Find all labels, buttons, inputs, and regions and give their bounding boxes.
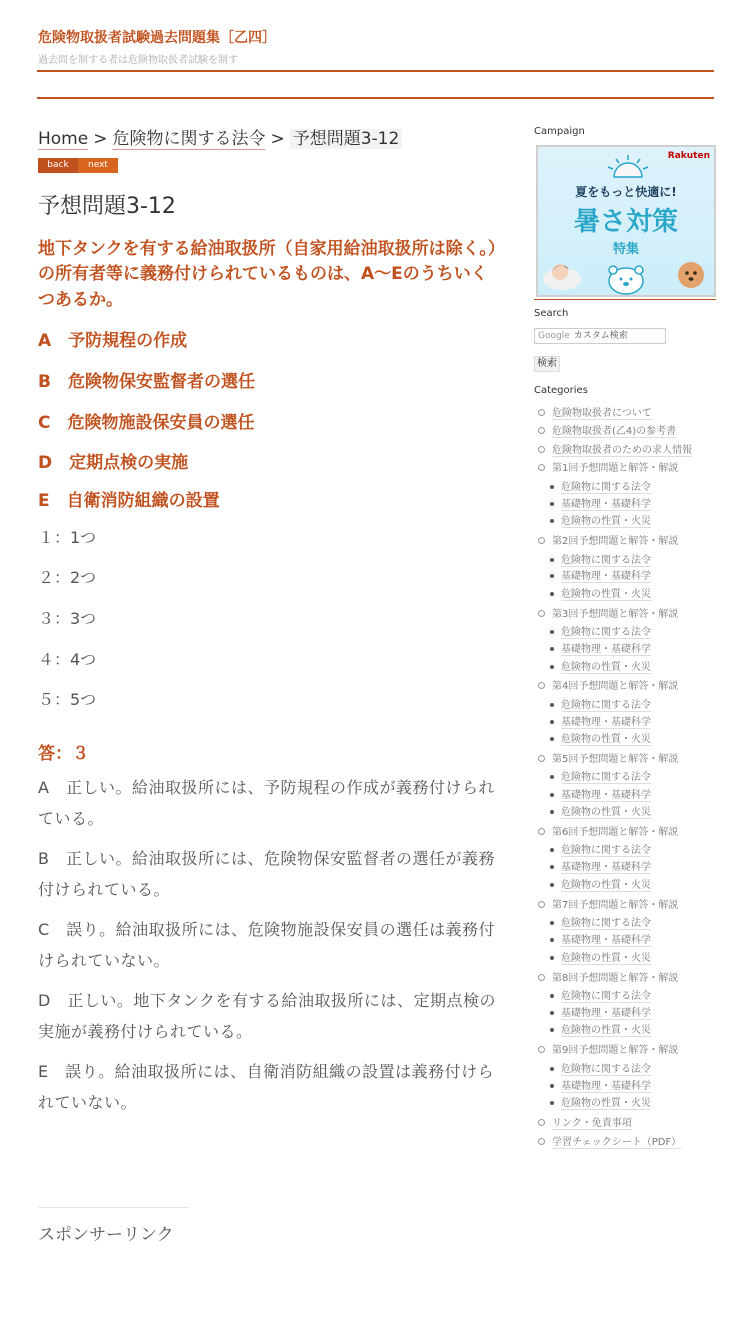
header-divider bbox=[37, 70, 714, 72]
breadcrumb bbox=[38, 126, 498, 152]
category-item[interactable] bbox=[534, 532, 678, 547]
subcategory-item[interactable] bbox=[550, 786, 651, 801]
category-item[interactable] bbox=[534, 459, 678, 474]
subcategory-item[interactable] bbox=[550, 949, 651, 964]
subcategory-link[interactable]: 基礎物理・基礎科学 bbox=[561, 790, 651, 801]
subcategory-link[interactable]: 危険物の性質・火災 bbox=[561, 953, 651, 964]
category-label[interactable]: 第7回予想問題と解答・解説 bbox=[552, 900, 679, 911]
subcategory-item[interactable] bbox=[550, 585, 651, 600]
subcategory-item[interactable] bbox=[550, 876, 651, 891]
subcategory-link[interactable]: 基礎物理・基礎科学 bbox=[561, 644, 651, 655]
site-title[interactable]: 危険物取扱者試験過去問題集［乙四］ bbox=[38, 30, 276, 46]
sun-icon bbox=[606, 153, 650, 179]
option-item: B 危険物保安監督者の選任 bbox=[38, 372, 255, 392]
category-label[interactable]: 第1回予想問題と解答・解説 bbox=[552, 463, 679, 474]
campaign-tag: 特集 bbox=[612, 242, 639, 257]
sponsor-link-heading: スポンサーリンク bbox=[38, 1225, 174, 1245]
footer-divider bbox=[38, 1207, 188, 1208]
search-input[interactable] bbox=[534, 328, 666, 344]
category-label[interactable]: 第3回予想問題と解答・解説 bbox=[552, 609, 679, 620]
category-label[interactable]: 第8回予想問題と解答・解説 bbox=[552, 973, 679, 984]
category-item[interactable] bbox=[534, 404, 652, 419]
breadcrumb-current: 予想問題3-12 bbox=[290, 129, 403, 149]
subcategory-link[interactable]: 危険物の性質・火災 bbox=[561, 662, 651, 673]
subcategory-link[interactable]: 危険物に関する法令 bbox=[561, 482, 651, 493]
subcategory-link[interactable]: 基礎物理・基礎科学 bbox=[561, 717, 651, 728]
choice-item: ２：2つ bbox=[38, 568, 97, 587]
breadcrumb-home-link[interactable]: Home bbox=[38, 129, 89, 149]
subcategory-item[interactable] bbox=[550, 512, 651, 527]
post-navigation bbox=[38, 158, 498, 173]
category-item[interactable] bbox=[534, 750, 678, 765]
google-logo: Google bbox=[538, 331, 570, 341]
category-item[interactable] bbox=[534, 1133, 681, 1148]
search-heading: Search bbox=[534, 308, 569, 319]
nav-divider bbox=[37, 97, 714, 99]
next-button[interactable]: next bbox=[78, 158, 118, 173]
campaign-headline: 暑さ対策 bbox=[573, 207, 678, 237]
subcategory-item[interactable] bbox=[550, 551, 651, 566]
subcategory-item[interactable] bbox=[550, 623, 651, 638]
subcategory-link[interactable]: 危険物に関する法令 bbox=[561, 1064, 651, 1075]
search-button[interactable]: 検索 bbox=[534, 356, 560, 372]
category-link[interactable]: リンク・免責事項 bbox=[552, 1118, 632, 1129]
polar-bear-icon bbox=[598, 259, 654, 295]
subcategory-link[interactable]: 危険物の性質・火災 bbox=[561, 1025, 651, 1036]
subcategory-item[interactable] bbox=[550, 658, 651, 673]
dog-icon bbox=[674, 257, 708, 291]
explanation-item: C 誤り。給油取扱所には、危険物施設保安員の選任は義務付けられていない。 bbox=[38, 920, 496, 970]
subcategory-item[interactable] bbox=[550, 803, 651, 818]
category-item[interactable] bbox=[534, 441, 692, 456]
subcategory-link[interactable]: 基礎物理・基礎科学 bbox=[561, 862, 651, 873]
subcategory-item[interactable] bbox=[550, 914, 651, 929]
sidebar-divider bbox=[534, 299, 716, 300]
breadcrumb-category-link[interactable]: 危険物に関する法令 bbox=[112, 129, 266, 149]
subcategory-item[interactable] bbox=[550, 730, 651, 745]
back-button[interactable]: back bbox=[38, 158, 78, 173]
subcategory-link[interactable]: 危険物の性質・火災 bbox=[561, 734, 651, 745]
campaign-banner[interactable] bbox=[536, 145, 716, 297]
campaign-heading: Campaign bbox=[534, 126, 585, 137]
category-item[interactable] bbox=[534, 422, 676, 437]
category-link[interactable]: 学習チェックシート（PDF） bbox=[552, 1137, 682, 1148]
choice-item: ３：3つ bbox=[38, 609, 97, 628]
category-link[interactable]: 危険物取扱者(乙4)の参考書 bbox=[552, 426, 677, 437]
category-item[interactable] bbox=[534, 823, 678, 838]
subcategory-item[interactable] bbox=[550, 567, 651, 582]
category-label[interactable]: 第4回予想問題と解答・解説 bbox=[552, 681, 679, 692]
category-label[interactable]: 第6回予想問題と解答・解説 bbox=[552, 827, 679, 838]
category-link[interactable]: 危険物取扱者のための求人情報 bbox=[552, 445, 692, 456]
subcategory-item[interactable] bbox=[550, 841, 651, 856]
category-label[interactable]: 第5回予想問題と解答・解説 bbox=[552, 754, 679, 765]
categories-heading: Categories bbox=[534, 385, 588, 396]
rakuten-logo: Rakuten bbox=[667, 151, 710, 161]
category-label[interactable]: 第2回予想問題と解答・解説 bbox=[552, 536, 679, 547]
subcategory-item[interactable] bbox=[550, 640, 651, 655]
subcategory-link[interactable]: 危険物の性質・火災 bbox=[561, 880, 651, 891]
subcategory-link[interactable]: 基礎物理・基礎科学 bbox=[561, 935, 651, 946]
subcategory-item[interactable] bbox=[550, 768, 651, 783]
site-description: 過去問を制する者は危険物取扱者試験を制す bbox=[38, 55, 238, 66]
option-item: E 自衛消防組織の設置 bbox=[38, 491, 220, 511]
subcategory-link[interactable]: 危険物の性質・火災 bbox=[561, 589, 651, 600]
main-content bbox=[38, 126, 498, 1112]
subcategory-link[interactable]: 基礎物理・基礎科学 bbox=[561, 571, 651, 582]
subcategory-link[interactable]: 危険物の性質・火災 bbox=[561, 516, 651, 527]
subcategory-link[interactable]: 危険物に関する法令 bbox=[561, 991, 651, 1002]
page-title: 予想問題3-12 bbox=[38, 194, 176, 219]
answer-text: 答：３ bbox=[38, 744, 89, 764]
option-item: C 危険物施設保安員の選任 bbox=[38, 413, 255, 433]
subcategory-item[interactable] bbox=[550, 1060, 651, 1075]
subcategory-item[interactable] bbox=[550, 1077, 651, 1092]
category-link[interactable]: 危険物取扱者について bbox=[552, 408, 652, 419]
explanation-item: E 誤り。給油取扱所には、自衛消防組織の設置は義務付けられていない。 bbox=[38, 1062, 495, 1112]
subcategory-link[interactable]: 危険物に関する法令 bbox=[561, 555, 651, 566]
category-item[interactable] bbox=[534, 896, 678, 911]
subcategory-link[interactable]: 基礎物理・基礎科学 bbox=[561, 499, 651, 510]
subcategory-item[interactable] bbox=[550, 696, 651, 711]
campaign-subtitle: 夏をもっと快適に! bbox=[575, 185, 677, 199]
category-item[interactable] bbox=[534, 1114, 632, 1129]
category-item[interactable] bbox=[534, 969, 678, 984]
subcategory-item[interactable] bbox=[550, 1004, 651, 1019]
choice-item: １：1つ bbox=[38, 528, 97, 547]
option-item: A 予防規程の作成 bbox=[38, 331, 188, 351]
sleeping-girl-icon bbox=[542, 257, 582, 291]
subcategory-item[interactable] bbox=[550, 713, 651, 728]
sidebar bbox=[534, 126, 716, 1148]
subcategory-item[interactable] bbox=[550, 1021, 651, 1036]
category-label[interactable]: 第9回予想問題と解答・解説 bbox=[552, 1045, 679, 1056]
choice-item: ５：5つ bbox=[38, 690, 97, 709]
breadcrumb-separator: > bbox=[270, 129, 285, 149]
choice-item: ４：4つ bbox=[38, 650, 97, 669]
subcategory-link[interactable]: 基礎物理・基礎科学 bbox=[561, 1008, 651, 1019]
explanation-item: A 正しい。給油取扱所には、予防規程の作成が義務付けられている。 bbox=[38, 778, 495, 828]
category-item[interactable] bbox=[534, 677, 678, 692]
breadcrumb-separator: > bbox=[93, 129, 108, 149]
subcategory-link[interactable]: 危険物に関する法令 bbox=[561, 845, 651, 856]
subcategory-item[interactable] bbox=[550, 495, 651, 510]
subcategory-link[interactable]: 危険物に関する法令 bbox=[561, 918, 651, 929]
option-item: D 定期点検の実施 bbox=[38, 453, 189, 473]
subcategory-link[interactable]: 危険物に関する法令 bbox=[561, 627, 651, 638]
subcategory-link[interactable]: 危険物に関する法令 bbox=[561, 700, 651, 711]
subcategory-item[interactable] bbox=[550, 478, 651, 493]
subcategory-item[interactable] bbox=[550, 987, 651, 1002]
subcategory-link[interactable]: 危険物に関する法令 bbox=[561, 772, 651, 783]
question-text: 地下タンクを有する給油取扱所（自家用給油取扱所は除く。）の所有者等に義務付けられているものは、A～Eのうちいくつあるか。 bbox=[38, 238, 497, 310]
search-placeholder: カスタム検索 bbox=[573, 331, 628, 341]
subcategory-link[interactable]: 危険物の性質・火災 bbox=[561, 1098, 651, 1109]
category-item[interactable] bbox=[534, 1041, 678, 1056]
subcategory-item[interactable] bbox=[550, 1094, 651, 1109]
explanation-item: D 正しい。地下タンクを有する給油取扱所には、定期点検の実施が義務付けられている。 bbox=[38, 991, 497, 1041]
explanation-item: B 正しい。給油取扱所には、危険物保安監督者の選任が義務付けられている。 bbox=[38, 849, 495, 899]
subcategory-item[interactable] bbox=[550, 858, 651, 873]
subcategory-item[interactable] bbox=[550, 931, 651, 946]
subcategory-link[interactable]: 基礎物理・基礎科学 bbox=[561, 1081, 651, 1092]
category-item[interactable] bbox=[534, 605, 678, 620]
subcategory-link[interactable]: 危険物の性質・火災 bbox=[561, 807, 651, 818]
